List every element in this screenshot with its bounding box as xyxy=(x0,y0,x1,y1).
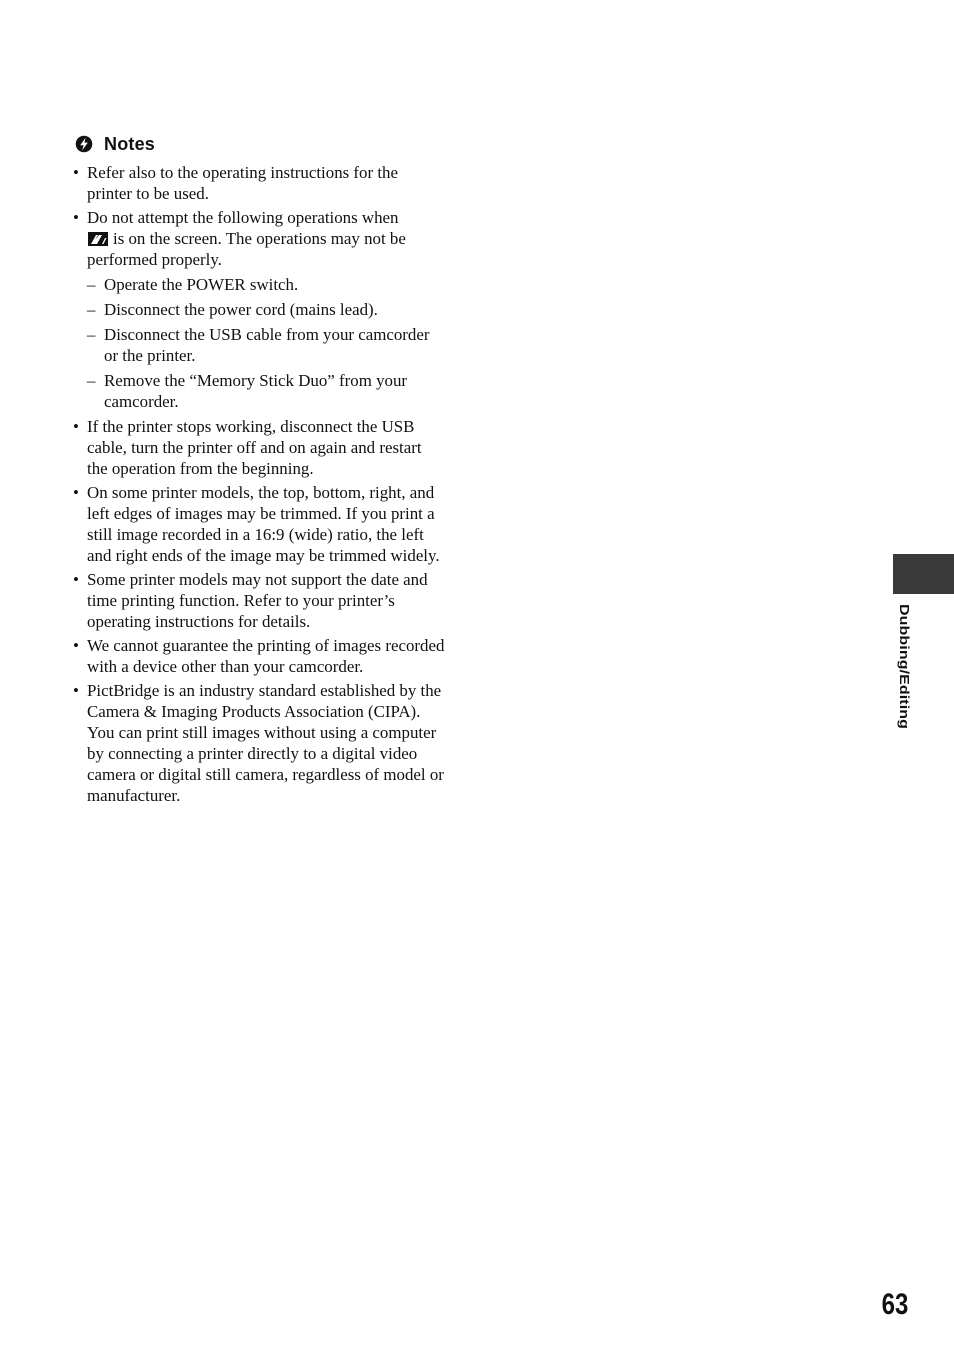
note-text: PictBridge is an industry standard established by the Camera & Imaging Products Association (CIPA). You can print still images without using a computer by connecting a printer directly to a digital video camera or digital still camera, regardless of model or manufacturer. xyxy=(87,681,444,805)
notes-title: Notes xyxy=(104,133,156,154)
section-tab-marker xyxy=(893,554,954,594)
list-item xyxy=(73,482,445,566)
notes-list xyxy=(73,162,445,806)
notes-heading xyxy=(73,132,445,156)
list-item xyxy=(73,569,445,632)
sub-list-item: – Operate the POWER switch. xyxy=(87,274,445,295)
list-item xyxy=(73,162,445,204)
list-item xyxy=(73,207,445,412)
sub-list-item: – Disconnect the power cord (mains lead). xyxy=(87,299,445,320)
caution-icon xyxy=(75,135,93,153)
page-number: 63 xyxy=(881,1288,908,1321)
note-text: Do not attempt the following operations when xyxy=(87,208,399,227)
note-text: On some printer models, the top, bottom, right, and left edges of images may be trimmed. If you print a still image recorded in a 16:9 (wide) ratio, the left and right ends of the image may be trimmed widely. xyxy=(87,483,440,565)
sub-list-item: – Disconnect the USB cable from your camcorder or the printer. xyxy=(87,324,445,366)
note-text: Some printer models may not support the date and time printing function. Refer to your printer’s operating instructions for details. xyxy=(87,570,428,631)
section-tab-text: Dubbing/Editing xyxy=(896,604,911,730)
section-tab-label xyxy=(896,604,918,744)
note-text: If the printer stops working, disconnect the USB cable, turn the printer off and on again and restart the operation from the beginning. xyxy=(87,417,422,478)
sub-list-item: – Remove the “Memory Stick Duo” from your camcorder. xyxy=(87,370,445,412)
note-text: is on the screen. The operations may not be performed properly. xyxy=(87,229,406,269)
list-item xyxy=(73,416,445,479)
note-text: We cannot guarantee the printing of images recorded with a device other than your camcorder. xyxy=(87,636,445,676)
sub-list xyxy=(87,274,445,412)
list-item xyxy=(73,635,445,677)
notes-section xyxy=(73,132,445,809)
pictbridge-connecting-icon xyxy=(88,230,108,244)
list-item xyxy=(73,680,445,806)
note-text: Refer also to the operating instructions for the printer to be used. xyxy=(87,163,398,203)
